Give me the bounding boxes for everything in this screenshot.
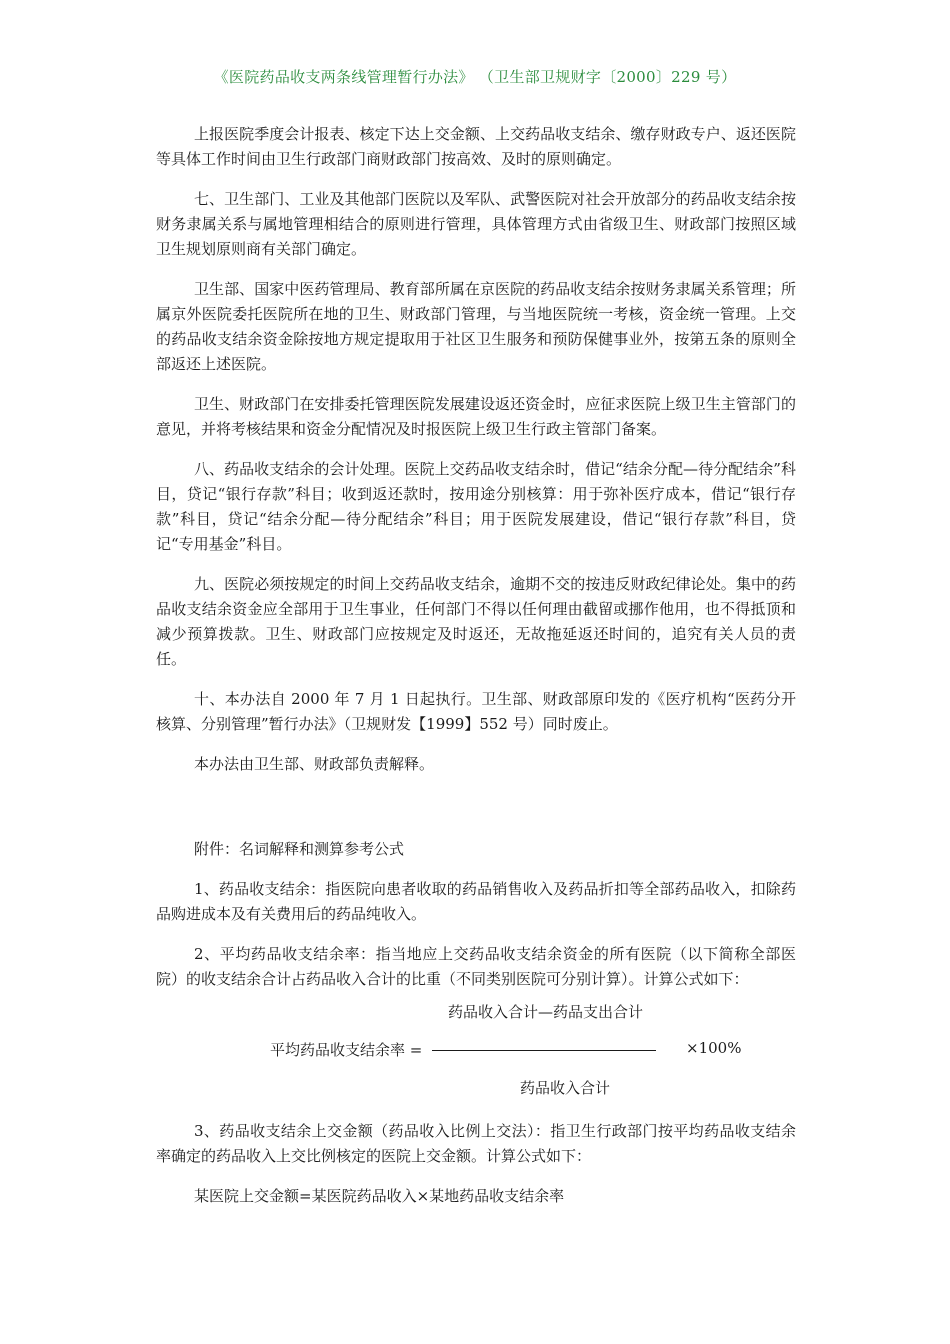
formula-label: 平均药品收支结余率 = xyxy=(270,1041,423,1059)
formula-numerator: 药品收入合计—药品支出合计 xyxy=(448,1003,644,1021)
paragraph: 本办法由卫生部、财政部负责解释。 xyxy=(194,755,435,773)
paragraph: 十、本办法自 2000 年 7 月 1 日起执行。卫生部、财政部原印发的《医疗机构“医药分开核算、分别管理”暂行办法》（卫规财发【1999】552 号）同时废止。 xyxy=(156,690,796,733)
paragraph: 上报医院季度会计报表、核定下达上交金额、上交药品收支结余、缴存财政专户、返还医院等具体工作时间由卫生行政部门商财政部门按高效、及时的原则确定。 xyxy=(156,125,796,168)
paragraph: 八、药品收支结余的会计处理。医院上交药品收支结余时，借记“结余分配—待分配结余”科目，贷记“银行存款”科目；收到返还款时，按用途分别核算：用于弥补医疗成本，借记“银行存款”科目，贷记“结余分配—待分配结余”科目；用于医院发展建设，借记“银行存款”科目，贷记“专用基金”科目。 xyxy=(156,460,796,553)
appendix-item-3: 3、药品收支结余上交金额（药品收入比例上交法）：指卫生行政部门按平均药品收支结余率确定的药品收入上交比例核定的医院上交金额。计算公式如下： xyxy=(156,1122,796,1165)
appendix-item-3-formula: 某医院上交金额=某医院药品收入×某地药品收支结余率 xyxy=(194,1187,565,1205)
document-header: 《医院药品收支两条线管理暂行办法》 （卫生部卫规财字〔2000〕229 号） xyxy=(213,68,737,86)
paragraph: 卫生、财政部门在安排委托管理医院发展建设返还资金时，应征求医院上级卫生主管部门的意见，并将考核结果和资金分配情况及时报医院上级卫生行政主管部门备案。 xyxy=(156,395,796,438)
paragraph: 七、卫生部门、工业及其他部门医院以及军队、武警医院对社会开放部分的药品收支结余按财务隶属关系与属地管理相结合的原则进行管理，具体管理方式由省级卫生、财政部门按照区域卫生规划原则商有关部门确定。 xyxy=(156,190,796,258)
document-body xyxy=(156,122,796,1224)
formula-denominator: 药品收入合计 xyxy=(520,1079,611,1097)
appendix-item-2: 2、平均药品收支结余率：指当地应上交药品收支结余资金的所有医院（以下简称全部医院）的收支结余合计占药品收入合计的比重（不同类别医院可分别计算）。计算公式如下： xyxy=(156,945,796,988)
appendix-item-1: 1、药品收支结余：指医院向患者收取的药品销售收入及药品折扣等全部药品收入，扣除药品购进成本及有关费用后的药品纯收入。 xyxy=(156,880,796,923)
fraction-bar xyxy=(432,1050,656,1051)
appendix-title: 附件：名词解释和测算参考公式 xyxy=(194,840,405,858)
spacer xyxy=(156,792,796,837)
formula-multiplier: ×100% xyxy=(686,1039,742,1057)
paragraph: 卫生部、国家中医药管理局、教育部所属在京医院的药品收支结余按财务隶属关系管理；所属京外医院委托医院所在地的卫生、财政部门管理，与当地医院统一考核，资金统一管理。上交的药品收支结余资金除按地方规定提取用于社区卫生服务和预防保健事业外，按第五条的原则全部返还上述医院。 xyxy=(156,280,796,373)
formula-average-rate xyxy=(156,1003,796,1107)
paragraph: 九、医院必须按规定的时间上交药品收支结余，逾期不交的按违反财政纪律论处。集中的药品收支结余资金应全部用于卫生事业，任何部门不得以任何理由截留或挪作他用，也不得抵顶和减少预算拨款。卫生、财政部门应按规定及时返还，无故拖延返还时间的，追究有关人员的责任。 xyxy=(156,575,796,668)
